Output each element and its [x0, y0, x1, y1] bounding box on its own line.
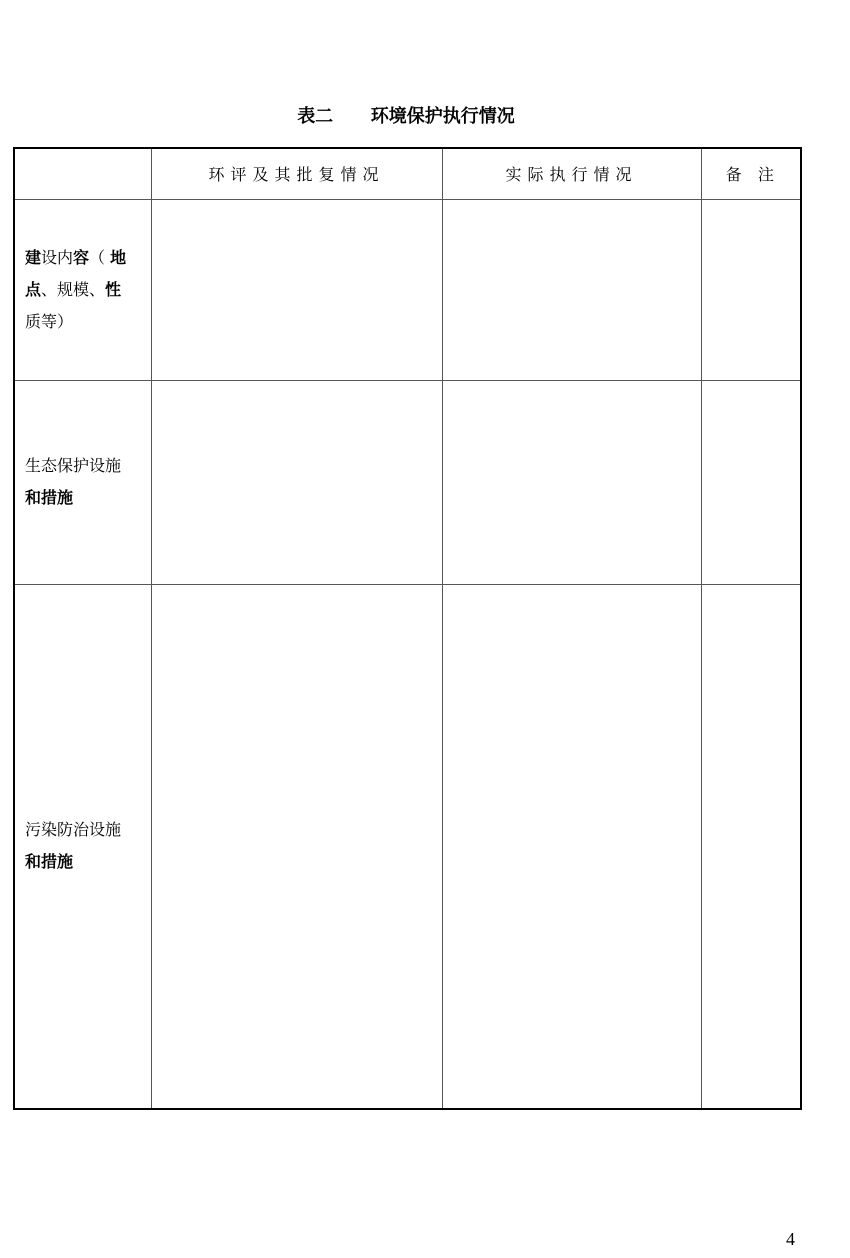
table-row [14, 199, 801, 380]
cell-eia-pollution [151, 584, 442, 1109]
cell-eia-ecological [151, 380, 442, 584]
table-row [14, 584, 801, 1109]
row-label-part: 地 [110, 247, 127, 267]
cell-remarks-pollution [701, 584, 801, 1109]
row-label-line: 和措施 [25, 852, 74, 872]
header-actual-implementation: 实际执行情况 [442, 148, 701, 199]
row-label-ecological-protection [14, 380, 151, 584]
page-number: 4 [786, 1229, 795, 1249]
row-label-part: 性 [105, 279, 122, 299]
row-label-part: 容 [73, 247, 90, 267]
header-eia-approval: 环评及其批复情况 [151, 148, 442, 199]
row-label-pollution-control [14, 584, 151, 1109]
row-label-construction-content [14, 199, 151, 380]
cell-actual-ecological [442, 380, 701, 584]
cell-eia-construction [151, 199, 442, 380]
row-label-part: 质等） [25, 311, 74, 331]
cell-remarks-construction [701, 199, 801, 380]
cell-actual-construction [442, 199, 701, 380]
row-label-line: 和措施 [25, 488, 74, 507]
row-label-line: 生态保护设施 [25, 456, 122, 475]
row-label-part: 设内 [41, 247, 74, 267]
header-empty-cell [14, 148, 151, 199]
row-label-part: 建 [25, 247, 42, 267]
table-header-row [14, 148, 801, 199]
row-label-part: （ [89, 247, 111, 267]
row-label-line: 污染防治设施 [25, 820, 122, 840]
row-label-part: 、规模、 [41, 279, 106, 299]
table-row [14, 380, 801, 584]
header-remarks-text: 备 注 [725, 165, 776, 185]
header-remarks [701, 148, 801, 199]
cell-actual-pollution [442, 584, 701, 1109]
page-title: 表二 环境保护执行情况 [297, 106, 515, 127]
cell-remarks-ecological [701, 380, 801, 584]
row-label-part: 点 [25, 279, 42, 299]
environmental-protection-table [13, 147, 802, 1110]
